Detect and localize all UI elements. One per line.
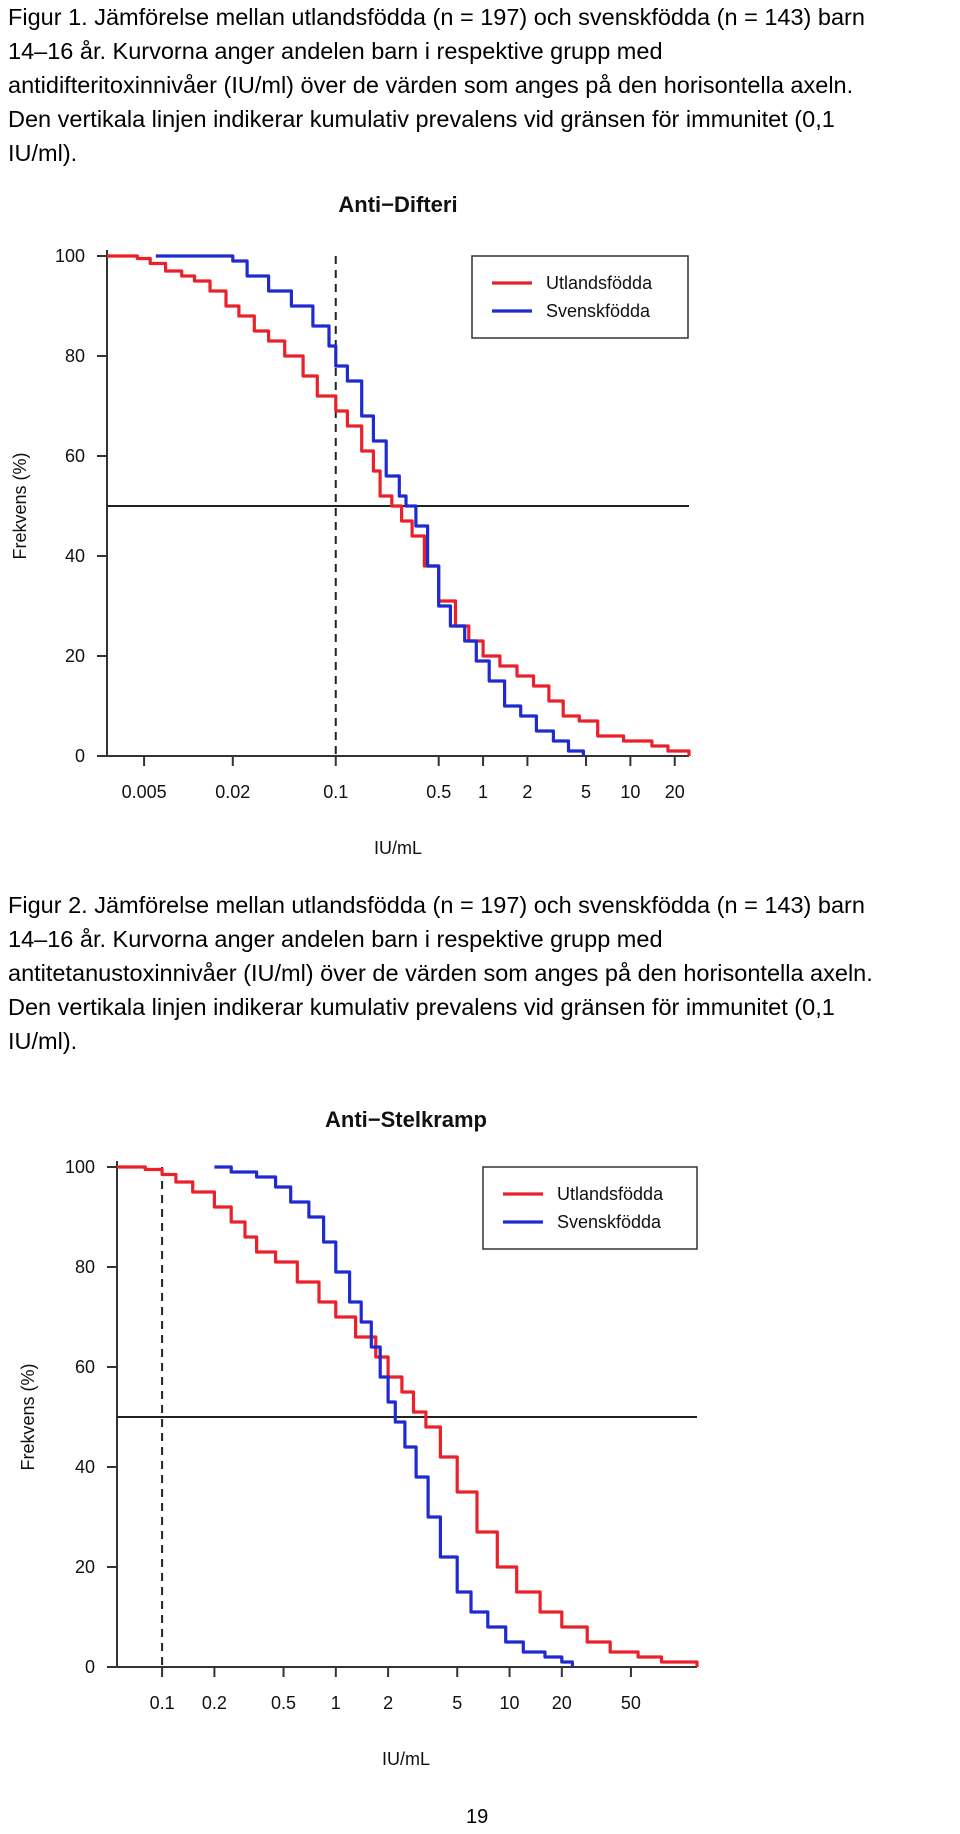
legend-label-svenskfodda: Svenskfödda bbox=[557, 1212, 662, 1232]
x-axis-title: IU/mL bbox=[373, 838, 423, 858]
caption-line: IU/ml). bbox=[8, 1028, 78, 1054]
legend-box bbox=[483, 1167, 697, 1249]
x-tick-label: 20 bbox=[664, 782, 685, 802]
y-tick-label: 0 bbox=[74, 746, 85, 766]
x-tick-label: 1 bbox=[330, 1693, 341, 1713]
x-tick-label: 50 bbox=[620, 1693, 641, 1713]
y-tick-label: 60 bbox=[74, 1357, 95, 1377]
anti-difteri-chart bbox=[0, 180, 960, 870]
page-number: 19 bbox=[466, 1806, 489, 1828]
legend-label-svenskfodda: Svenskfödda bbox=[546, 301, 651, 321]
x-tick-label: 2 bbox=[522, 782, 533, 802]
y-tick-label: 80 bbox=[74, 1257, 95, 1277]
figure-1-caption bbox=[8, 0, 958, 170]
x-tick-label: 0.1 bbox=[323, 782, 349, 802]
chart-title: Anti−Stelkramp bbox=[325, 1107, 487, 1132]
y-tick-label: 100 bbox=[54, 246, 85, 266]
y-tick-label: 80 bbox=[64, 346, 85, 366]
y-tick-label: 40 bbox=[74, 1457, 95, 1477]
caption-line: Den vertikala linjen indikerar kumulativ prevalens vid gränsen för immunitet (0,1 bbox=[8, 106, 835, 132]
x-tick-label: 10 bbox=[499, 1693, 520, 1713]
y-tick-label: 20 bbox=[64, 646, 85, 666]
caption-line: 14–16 år. Kurvorna anger andelen barn i respektive grupp med bbox=[8, 926, 663, 952]
legend-label-utlandsfodda: Utlandsfödda bbox=[546, 273, 653, 293]
x-axis-title: IU/mL bbox=[381, 1749, 431, 1769]
figure-2-caption bbox=[8, 888, 958, 1058]
y-tick-label: 20 bbox=[74, 1557, 95, 1577]
y-tick-label: 0 bbox=[84, 1657, 95, 1677]
y-tick-label: 60 bbox=[64, 446, 85, 466]
caption-line: Figur 2. Jämförelse mellan utlandsfödda (n = 197) och svenskfödda (n = 143) barn bbox=[8, 892, 865, 918]
caption-line: antitetanustoxinnivåer (IU/ml) över de värden som anges på den horisontella axeln. bbox=[8, 960, 873, 986]
caption-line: Figur 1. Jämförelse mellan utlandsfödda (n = 197) och svenskfödda (n = 143) barn bbox=[8, 4, 865, 30]
anti-stelkramp-chart bbox=[0, 1095, 960, 1785]
x-tick-label: 10 bbox=[620, 782, 641, 802]
x-tick-label: 0.02 bbox=[215, 782, 251, 802]
y-tick-label: 40 bbox=[64, 546, 85, 566]
chart-title: Anti−Difteri bbox=[338, 192, 458, 217]
caption-line: antidifteritoxinnivåer (IU/ml) över de värden som anges på den horisontella axeln. bbox=[8, 72, 854, 98]
y-axis-title: Frekvens (%) bbox=[10, 452, 30, 560]
y-tick-label: 100 bbox=[64, 1157, 95, 1177]
x-tick-label: 0.5 bbox=[426, 782, 452, 802]
caption-line: Den vertikala linjen indikerar kumulativ prevalens vid gränsen för immunitet (0,1 bbox=[8, 994, 835, 1020]
x-tick-label: 5 bbox=[452, 1693, 463, 1713]
x-tick-label: 0.005 bbox=[121, 782, 167, 802]
x-tick-label: 5 bbox=[581, 782, 592, 802]
x-tick-label: 20 bbox=[551, 1693, 572, 1713]
x-tick-label: 0.5 bbox=[271, 1693, 297, 1713]
caption-line: IU/ml). bbox=[8, 140, 78, 166]
x-tick-label: 0.2 bbox=[201, 1693, 227, 1713]
legend-label-utlandsfodda: Utlandsfödda bbox=[557, 1184, 664, 1204]
x-tick-label: 2 bbox=[383, 1693, 394, 1713]
caption-line: 14–16 år. Kurvorna anger andelen barn i respektive grupp med bbox=[8, 38, 663, 64]
y-axis-title: Frekvens (%) bbox=[18, 1363, 38, 1471]
x-tick-label: 1 bbox=[478, 782, 489, 802]
legend-box bbox=[472, 256, 688, 338]
x-tick-label: 0.1 bbox=[149, 1693, 175, 1713]
